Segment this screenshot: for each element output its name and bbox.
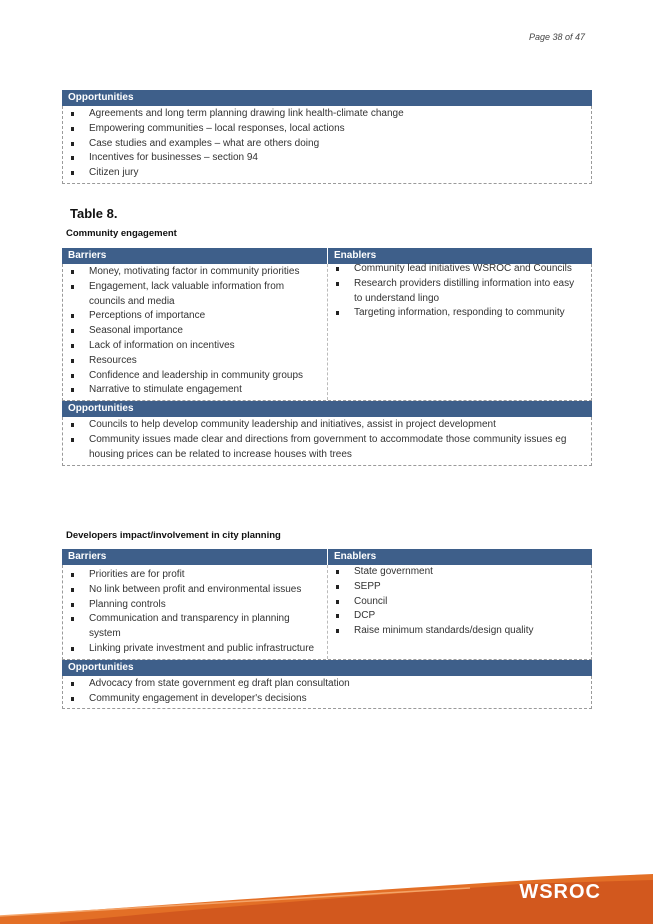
list-item: DCP — [328, 609, 591, 624]
enablers-list — [328, 565, 591, 641]
barriers-enablers-row — [62, 264, 592, 401]
list-item: Agreements and long term planning drawing link health-climate change — [63, 107, 591, 122]
page-number: Page 38 of 47 — [528, 32, 585, 42]
enablers-list — [328, 262, 591, 323]
list-item: Community engagement in developer's decisions — [63, 692, 591, 707]
opportunities-cell — [62, 676, 592, 710]
enablers-header: Enablers — [327, 248, 592, 264]
list-item: Engagement, lack valuable information from councils and media — [63, 280, 327, 310]
list-item: Citizen jury — [63, 166, 591, 181]
list-item: Resources — [63, 354, 327, 369]
list-item: Communication and transparency in planning system — [63, 612, 327, 642]
list-item: Perceptions of importance — [63, 309, 327, 324]
opportunities-header: Opportunities — [62, 90, 592, 106]
list-item: Incentives for businesses – section 94 — [63, 151, 591, 166]
barriers-enablers-row — [62, 565, 592, 660]
list-item: Seasonal importance — [63, 324, 327, 339]
opportunities-list — [63, 417, 591, 464]
table-number: Table 8. — [70, 206, 118, 221]
list-item: Planning controls — [63, 598, 327, 613]
list-item: SEPP — [328, 580, 591, 595]
opportunities-header: Opportunities — [62, 660, 592, 676]
list-item: Community lead initiatives WSROC and Councils — [328, 262, 591, 277]
list-item: Lack of information on incentives — [63, 339, 327, 354]
table-title-developers: Developers impact/involvement in city planning — [66, 530, 281, 541]
barriers-list — [63, 264, 327, 400]
list-item: Councils to help develop community leadership and initiatives, assist in project development — [63, 418, 591, 433]
list-item: Priorities are for profit — [63, 568, 327, 583]
barriers-header: Barriers — [62, 549, 327, 565]
developers-table — [62, 549, 592, 709]
list-item: Case studies and examples – what are others doing — [63, 137, 591, 152]
community-engagement-table — [62, 248, 592, 466]
list-item: Raise minimum standards/design quality — [328, 624, 591, 639]
list-item: Council — [328, 595, 591, 610]
wsroc-logo: WSROC — [519, 881, 601, 903]
list-item: Targeting information, responding to community — [328, 306, 591, 321]
opportunities-list — [63, 106, 591, 183]
list-item: Narrative to stimulate engagement — [63, 383, 327, 398]
opportunities-list — [63, 676, 591, 709]
list-item: Confidence and leadership in community groups — [63, 369, 327, 384]
opportunities-cell — [62, 106, 592, 184]
table-title-community-engagement: Community engagement — [66, 228, 177, 239]
list-item: Community issues made clear and directions from government to accommodate those community issues eg housing prices can be related to increase houses with trees — [63, 433, 591, 463]
list-item: Linking private investment and public infrastructure — [63, 642, 327, 657]
barriers-list — [63, 565, 327, 659]
list-item: Empowering communities – local responses, local actions — [63, 122, 591, 137]
opportunities-header: Opportunities — [62, 401, 592, 417]
list-item: Advocacy from state government eg draft plan consultation — [63, 677, 591, 692]
list-item: Research providers distilling information into easy to understand lingo — [328, 277, 591, 307]
list-item: Money, motivating factor in community priorities — [63, 265, 327, 280]
barriers-header: Barriers — [62, 248, 327, 264]
list-item: State government — [328, 565, 591, 580]
opportunities-table-top — [62, 90, 592, 184]
list-item: No link between profit and environmental issues — [63, 583, 327, 598]
enablers-header: Enablers — [327, 549, 592, 565]
opportunities-cell — [62, 417, 592, 465]
